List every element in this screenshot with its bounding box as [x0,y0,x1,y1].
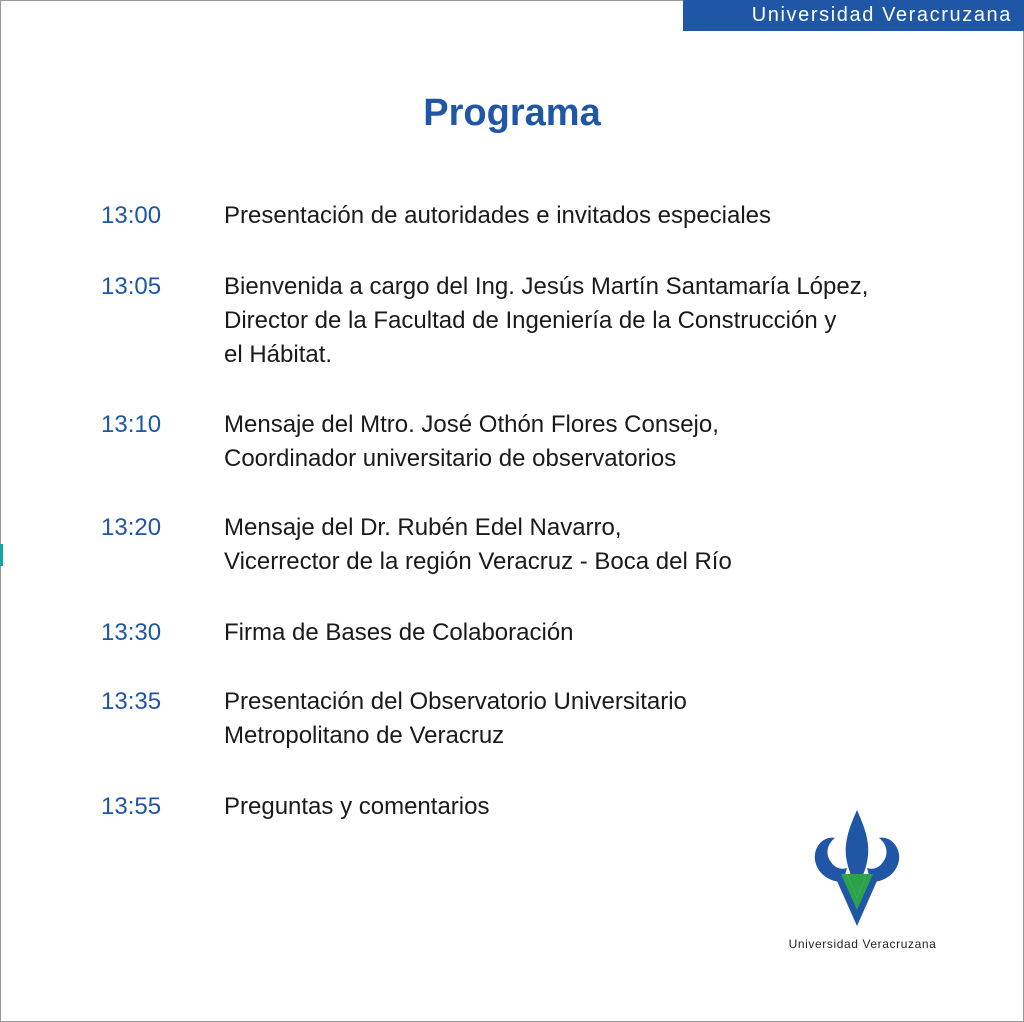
schedule-line: Mensaje del Mtro. José Othón Flores Consejo, [224,411,719,438]
schedule-time: 13:00 [101,202,162,229]
logo-caption: Universidad Veracruzana [788,937,937,951]
schedule-line: Director de la Facultad de Ingeniería de la Construcción y [224,307,837,334]
schedule-line: Coordinador universitario de observatorios [224,445,677,472]
schedule-time: 13:20 [101,514,162,541]
schedule-line: el Hábitat. [224,341,333,368]
schedule-line: Presentación del Observatorio Universitario [224,688,687,715]
flor-de-lis-v-logo-icon [813,810,913,930]
schedule-line: Bienvenida a cargo del Ing. Jesús Martín Santamaría López, [224,273,869,300]
schedule-time: 13:30 [101,619,162,646]
university-banner: Universidad Veracruzana [683,0,1024,31]
schedule-line: Mensaje del Dr. Rubén Edel Navarro, [224,514,622,541]
schedule-time: 13:05 [101,273,162,300]
schedule-text [224,616,944,650]
side-mark [0,544,3,566]
schedule-line: Firma de Bases de Colaboración [224,619,574,646]
schedule-line: Presentación de autoridades e invitados especiales [224,202,772,229]
page-title: Programa [423,92,601,134]
schedule-text [224,199,944,233]
schedule-line: Vicerrector de la región Veracruz - Boca del Río [224,548,732,575]
schedule-line: Preguntas y comentarios [224,793,490,820]
schedule-time: 13:10 [101,411,162,438]
schedule-time: 13:35 [101,688,162,715]
schedule-text [224,511,944,579]
schedule-time: 13:55 [101,793,162,820]
schedule-line: Metropolitano de Veracruz [224,722,505,749]
schedule-text [224,270,944,372]
university-logo [775,810,950,960]
schedule-text [224,408,944,476]
schedule-text [224,685,944,753]
